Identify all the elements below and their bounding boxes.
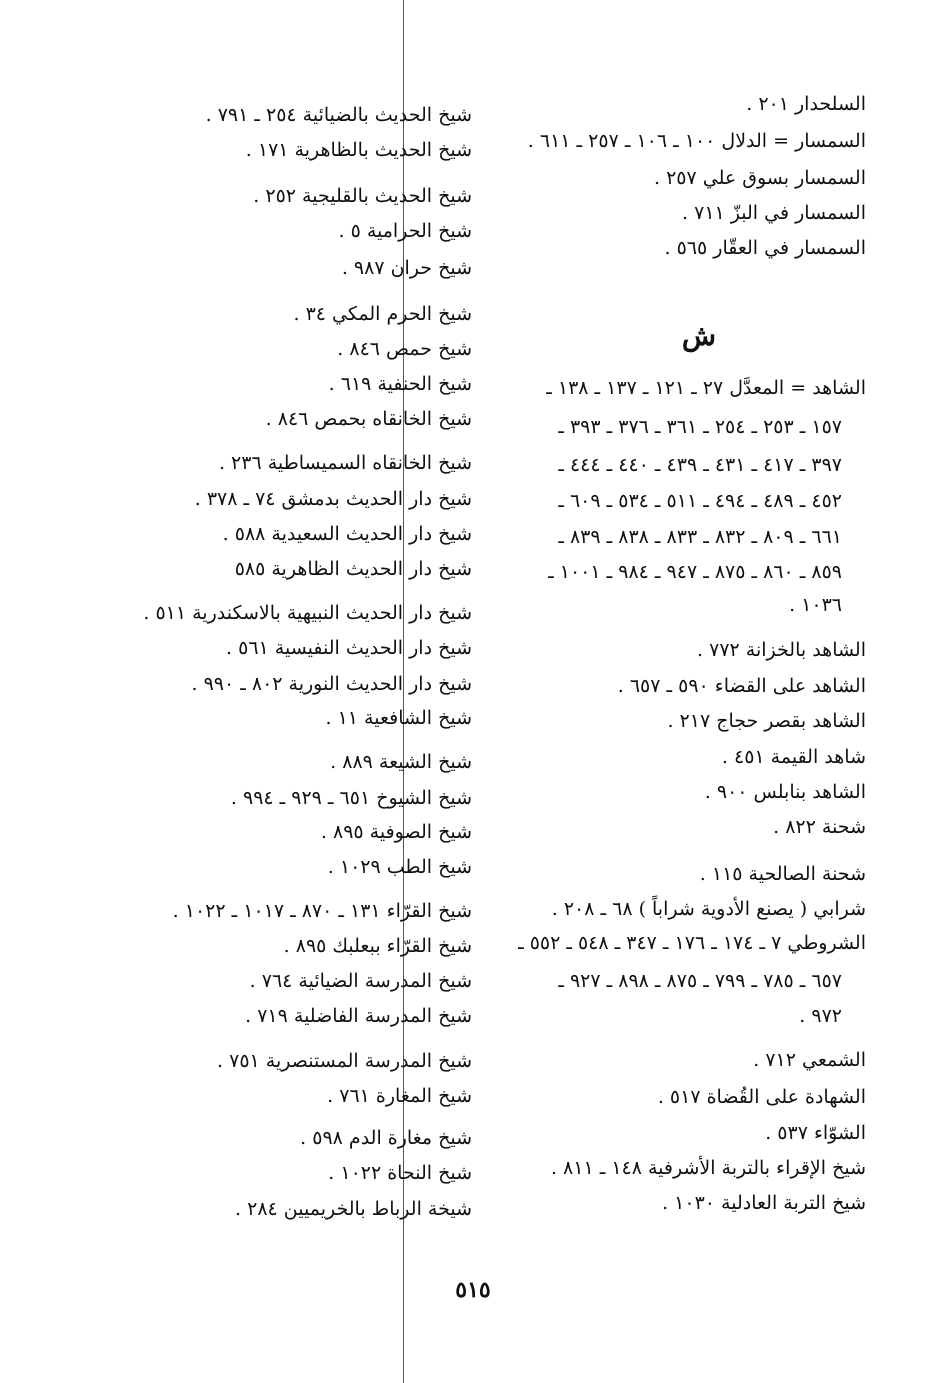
index-entry-continuation: ٩٧٢ .: [799, 1005, 842, 1027]
index-entry: السمسار في العقّار ٥٦٥ .: [664, 237, 866, 259]
index-entry: شيخة الرباط بالخريميين ٢٨٤ .: [235, 1198, 472, 1220]
index-entry: شيخ حران ٩٨٧ .: [341, 257, 472, 279]
index-entry: الشروطي ٧ ـ ١٧٤ ـ ١٧٦ ـ ٣٤٧ ـ ٥٤٨ ـ ٥٥٢ ـ: [518, 932, 866, 954]
index-entry: شيخ المغارة ٧٦١ .: [327, 1085, 472, 1107]
index-entry: الشاهد على القضاء ٥٩٠ ـ ٦٥٧ .: [617, 675, 866, 697]
index-entry-continuation: ٤٥٢ ـ ٤٨٩ ـ ٤٩٤ ـ ٥١١ ـ ٥٣٤ ـ ٦٠٩ ـ: [558, 490, 842, 512]
index-entry: شيخ دار الحديث النورية ٨٠٢ ـ ٩٩٠ .: [191, 673, 472, 695]
index-entry: شيخ القرّاء ببعلبك ٨٩٥ .: [283, 935, 472, 957]
index-entry: شيخ الشيوخ ٦٥١ ـ ٩٢٩ ـ ٩٩٤ .: [230, 787, 472, 809]
index-entry: شيخ مغارة الدم ٥٩٨ .: [300, 1127, 472, 1149]
index-entry: شيخ المدرسة المستنصرية ٧٥١ .: [217, 1050, 472, 1072]
index-entry: شيخ الحديث بالظاهرية ١٧١ .: [245, 139, 472, 161]
index-entry: شيخ الإقراء بالتربة الأشرفية ١٤٨ ـ ٨١١ .: [550, 1157, 866, 1179]
index-entry-continuation: ١٥٧ ـ ٢٥٣ ـ ٢٥٤ ـ ٣٦١ ـ ٣٧٦ ـ ٣٩٣ ـ: [558, 416, 842, 438]
index-entry: شيخ الطب ١٠٢٩ .: [327, 856, 472, 878]
index-entry-continuation: ٦٥٧ ـ ٧٨٥ ـ ٧٩٩ ـ ٨٧٥ ـ ٨٩٨ ـ ٩٢٧ ـ: [558, 970, 842, 992]
index-entry: شيخ الخانقاه السميساطية ٢٣٦ .: [218, 452, 472, 474]
index-entry: شيخ المدرسة الضيائية ٧٦٤ .: [249, 970, 472, 992]
index-entry: شحنة الصالحية ١١٥ .: [699, 863, 866, 885]
page-number: ٥١٥: [455, 1277, 491, 1303]
index-entry-continuation: ٣٩٧ ـ ٤١٧ ـ ٤٣١ ـ ٤٣٩ ـ ٤٤٠ ـ ٤٤٤ ـ: [558, 454, 842, 476]
index-entry: شيخ الخانقاه بحمص ٨٤٦ .: [265, 408, 472, 430]
index-entry: شيخ حمص ٨٤٦ .: [337, 338, 472, 360]
index-entry: شيخ الحنفية ٦١٩ .: [328, 373, 472, 395]
index-entry: الشاهد بنابلس ٩٠٠ .: [704, 781, 866, 803]
index-entry: شيخ النحاة ١٠٢٢ .: [328, 1162, 472, 1184]
index-entry: شيخ دار الحديث النفيسية ٥٦١ .: [226, 637, 472, 659]
index-entry: الشمعي ٧١٢ .: [753, 1049, 866, 1071]
index-entry: شرابي ( يصنع الأدوية شراباً ) ٦٨ ـ ٢٠٨ .: [551, 898, 866, 920]
index-entry: شيخ دار الحديث السعيدية ٥٨٨ .: [222, 523, 472, 545]
index-entry: السمسار بسوق علي ٢٥٧ .: [653, 167, 866, 189]
index-entry: الشاهد بالخزانة ٧٧٢ .: [697, 639, 866, 661]
index-entry: شيخ الصوفية ٨٩٥ .: [320, 821, 472, 843]
index-entry: الشوّاء ٥٣٧ .: [765, 1122, 866, 1144]
index-entry: شيخ الشافعية ١١ .: [325, 707, 472, 729]
index-entry: شيخ المدرسة الفاضلية ٧١٩ .: [245, 1005, 472, 1027]
index-entry: شيخ الشيعة ٨٨٩ .: [330, 751, 472, 773]
section-letter-heading: ش: [681, 319, 716, 352]
index-entry: شيخ الحرم المكي ٣٤ .: [293, 303, 472, 325]
index-entry: الشهادة على القُضاة ٥١٧ .: [657, 1086, 866, 1108]
index-entry: السمسار = الدلال ١٠٠ ـ ١٠٦ ـ ٢٥٧ ـ ٦١١ .: [527, 130, 866, 152]
index-entry-continuation: ٨٥٩ ـ ٨٦٠ ـ ٨٧٥ ـ ٩٤٧ ـ ٩٨٤ ـ ١٠٠١ ـ: [548, 561, 842, 583]
index-entry: الشاهد بقصر حجاج ٢١٧ .: [667, 710, 866, 732]
index-entry: شيخ دار الحديث النبيهية بالاسكندرية ٥١١ .: [143, 602, 472, 624]
index-entry-continuation: ٦٦١ ـ ٨٠٩ ـ ٨٣٢ ـ ٨٣٣ ـ ٨٣٨ ـ ٨٣٩ ـ: [558, 526, 842, 548]
index-entry: شاهد القيمة ٤٥١ .: [721, 746, 866, 768]
index-entry: شيخ القرّاء ١٣١ ـ ٨٧٠ ـ ١٠١٧ ـ ١٠٢٢ .: [172, 900, 472, 922]
index-entry: شحنة ٨٢٢ .: [773, 816, 866, 838]
index-entry: شيخ الحرامية ٥ .: [338, 220, 472, 242]
index-entry: شيخ دار الحديث بدمشق ٧٤ ـ ٣٧٨ .: [194, 488, 472, 510]
index-entry: شيخ الحديث بالضيائية ٢٥٤ ـ ٧٩١ .: [205, 104, 472, 126]
index-entry: شيخ الحديث بالقليجية ٢٥٢ .: [253, 185, 472, 207]
index-entry: السلحدار ٢٠١ .: [746, 93, 866, 115]
index-entry: الشاهد = المعدَّل ٢٧ ـ ١٢١ ـ ١٣٧ ـ ١٣٨ ـ: [546, 377, 866, 399]
index-entry: السمسار في البزّ ٧١١ .: [682, 202, 866, 224]
index-entry-continuation: ١٠٣٦ .: [789, 594, 842, 616]
index-entry: شيخ دار الحديث الظاهرية ٥٨٥: [234, 558, 472, 580]
index-entry: شيخ التربة العادلية ١٠٣٠ .: [662, 1192, 866, 1214]
